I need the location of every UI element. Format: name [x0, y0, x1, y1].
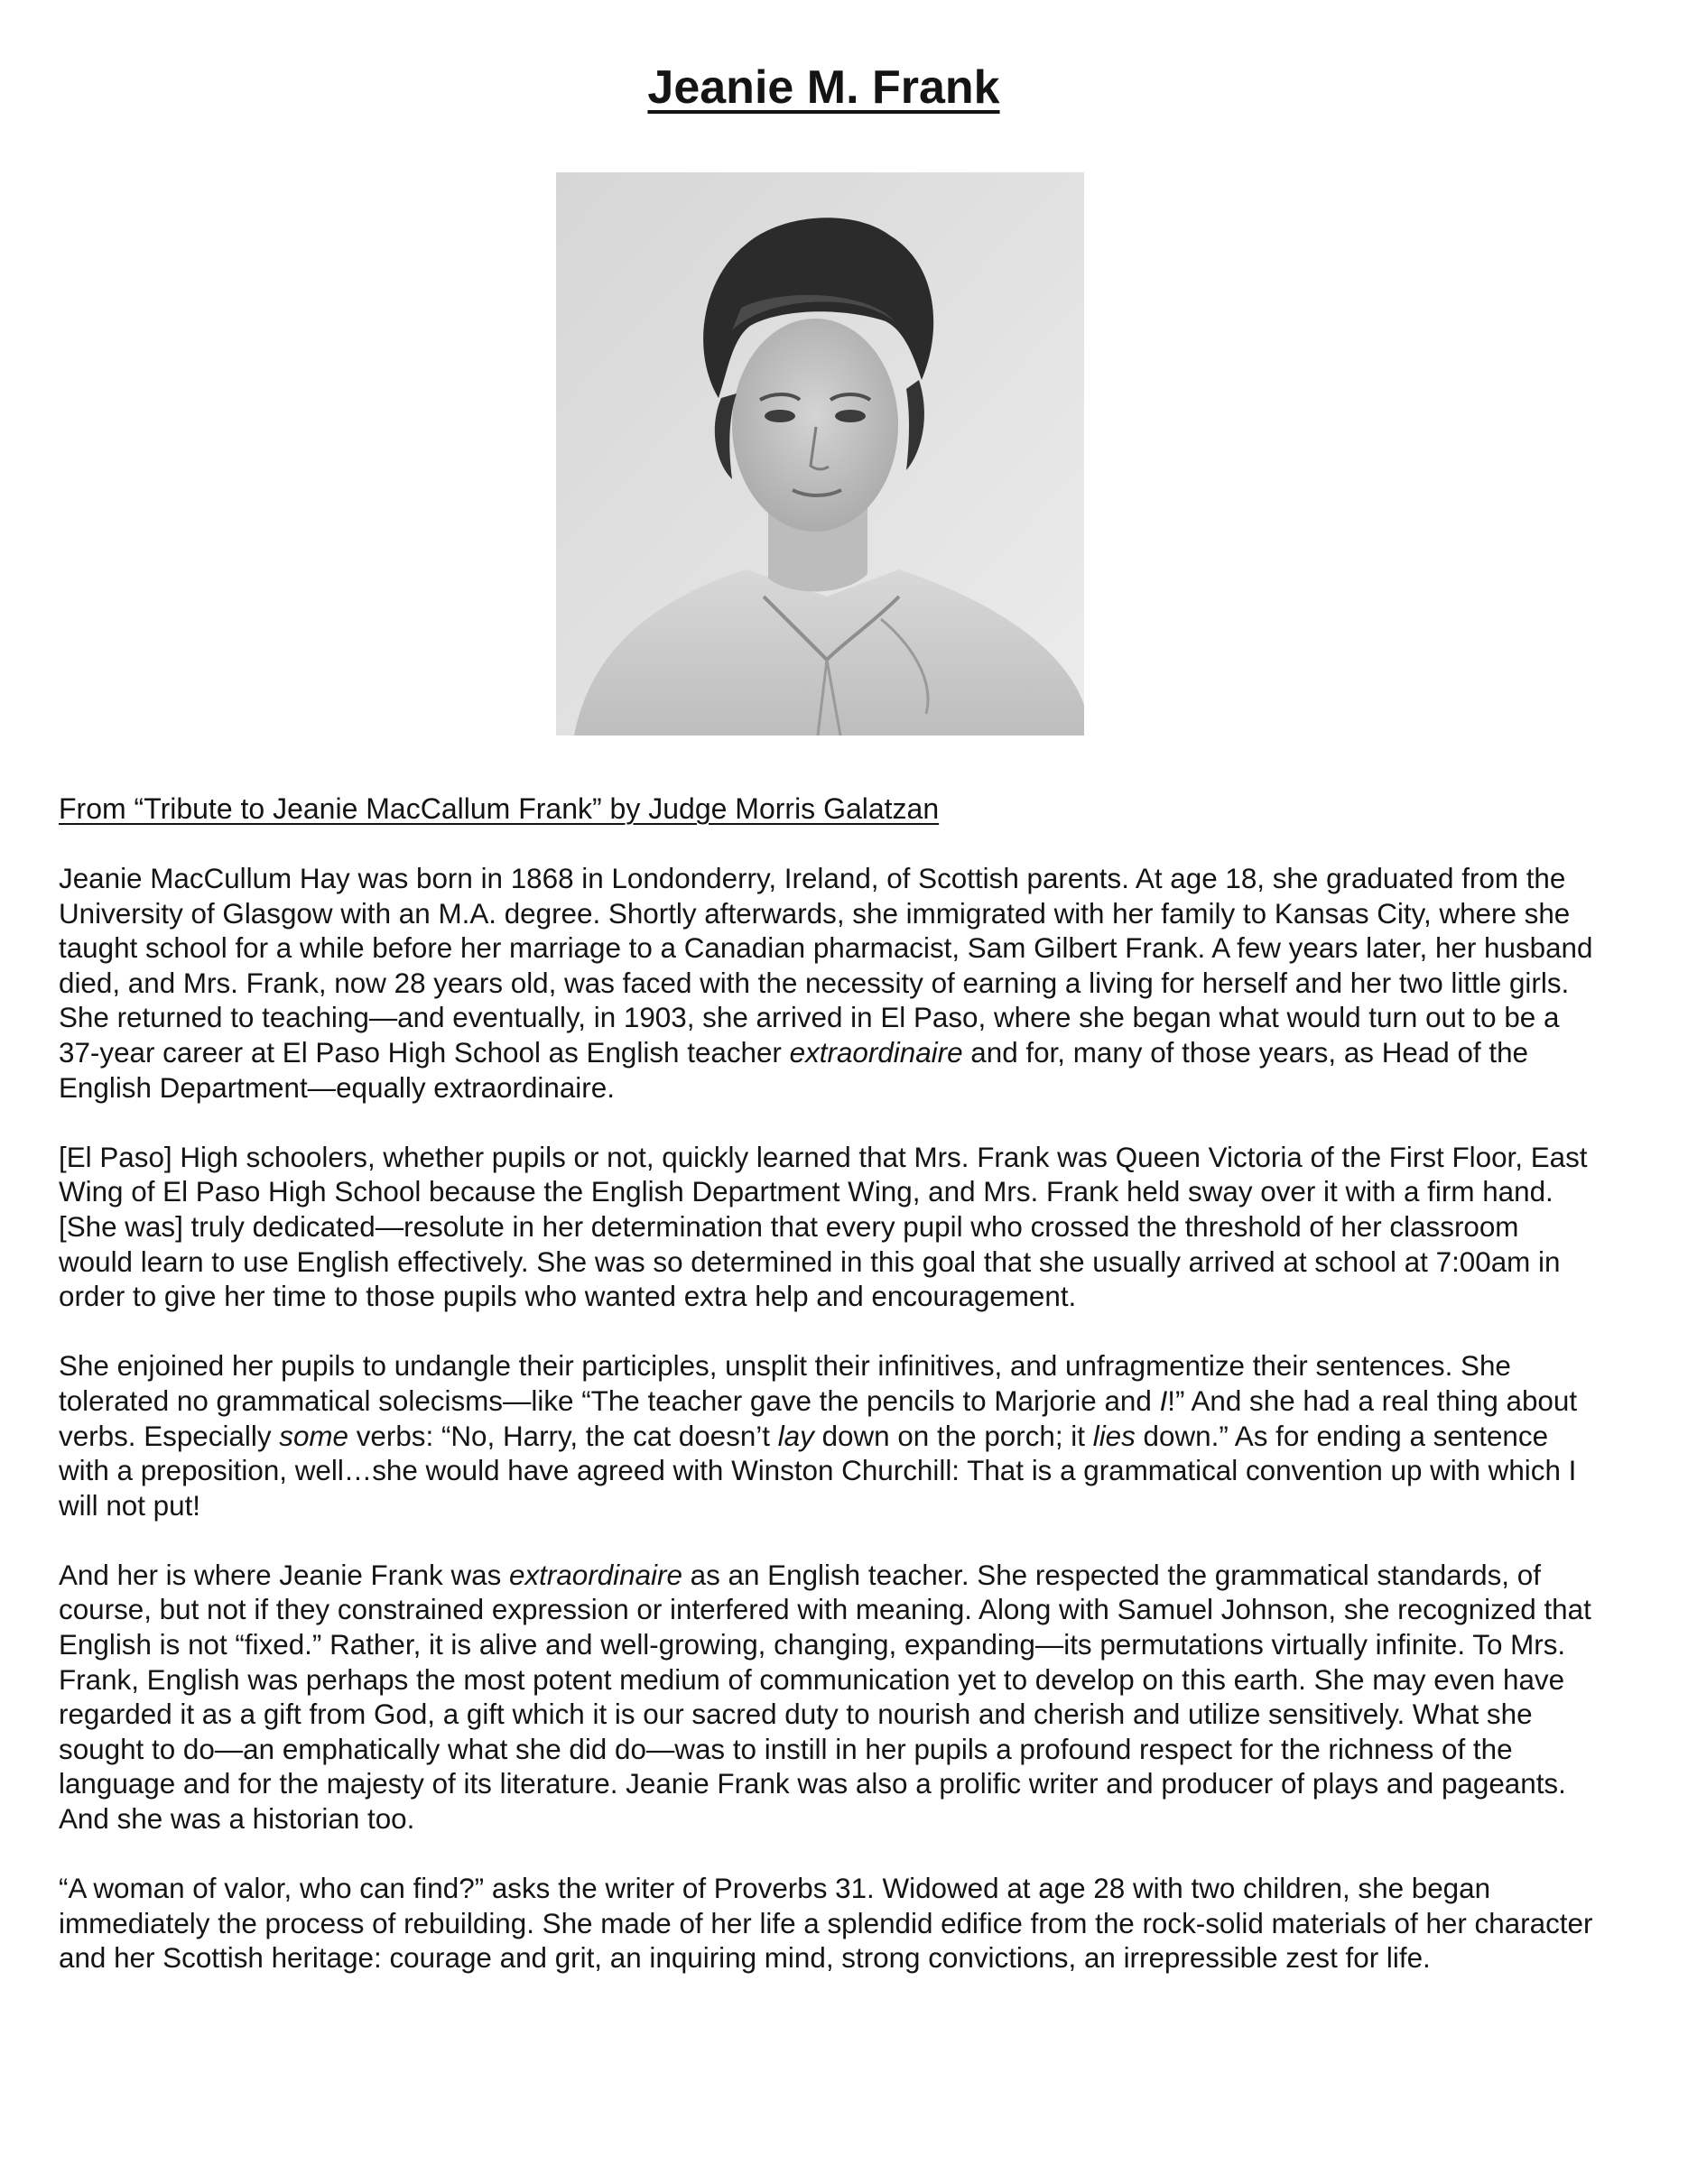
article-body — [59, 862, 1593, 2012]
paragraph-text: down.” As for ending a sentence with a preposition, well…she would have agreed with Winston Churchill: That is a grammatical convention up with which I will not put! — [59, 1420, 1577, 1522]
body-paragraph — [59, 1872, 1593, 1976]
paragraph-text: verbs: “No, Harry, the cat doesn’t — [348, 1420, 778, 1452]
emphasis-text: extraordinaire — [509, 1559, 682, 1591]
paragraph-text: Jeanie MacCullum Hay was born in 1868 in Londonderry, Ireland, of Scottish parents. At age 18, she graduated from the University of Glasgow with an M.A. degree. Shortly afterwards, she immigrated with her family to Kansas City, where she taught school for a while before her marriage to a Canadian pharmacist, Sam Gilbert Frank. A few years later, her husband died, and Mrs. Frank, now 28 years old, was faced with the necessity of earning a living for herself and her two little girls. She returned to teaching—and eventually, in 1903, she arrived in El Paso, where she began what would turn out to be a 37-year career at El Paso High School as English teacher — [59, 863, 1593, 1069]
paragraph-text: “A woman of valor, who can find?” asks the writer of Proverbs 31. Widowed at age 28 with two children, she began immediately the process of rebuilding. She made of her life a splendid edifice from the rock-solid materials of her character and her Scottish heritage: courage and grit, an inquiring mind, strong convictions, an irrepressible zest for life. — [59, 1873, 1593, 1975]
body-paragraph — [59, 1559, 1593, 1837]
portrait-photo — [556, 172, 1084, 736]
paragraph-text: [El Paso] High schoolers, whether pupils or not, quickly learned that Mrs. Frank was Queen Victoria of the First Floor, East Wing of El Paso High School because the English Department Wing, and Mrs. Frank held sway over it with a firm hand. [She was] truly dedicated—resolute in her determination that every pupil who crossed the threshold of her classroom would learn to use English effectively. She was so determined in this goal that she usually arrived at school at 7:00am in order to give her time to those pupils who wanted extra help and encouragement. — [59, 1141, 1588, 1313]
body-paragraph — [59, 1349, 1593, 1523]
body-paragraph — [59, 862, 1593, 1106]
source-citation: From “Tribute to Jeanie MacCallum Frank” by Judge Morris Galatzan — [59, 792, 940, 825]
page-title: Jeanie M. Frank — [647, 61, 1000, 114]
emphasis-text: lies — [1092, 1420, 1136, 1452]
body-paragraph — [59, 1141, 1593, 1315]
paragraph-text: !” And she had a real thing about verbs. Especially — [59, 1384, 1578, 1452]
paragraph-text: down on the porch; it — [813, 1420, 1093, 1452]
emphasis-text: I — [1159, 1384, 1168, 1417]
paragraph-text: as an English teacher. She respected the grammatical standards, of course, but not if they constrained expression or interfered with meaning. Along with Samuel Johnson, she recognized that English is not “fixed.” Rather, it is alive and well-growing, changing, expanding—its permutations virtually infinite. To Mrs. Frank, English was perhaps the most potent medium of communication yet to develop on this earth. She may even have regarded it as a gift from God, a gift which it is our sacred duty to nourish and cherish and utilize sensitively. What she sought to do—an emphatically what she did do—was to instill in her pupils a profound respect for the richness of the language and for the majesty of its literature. Jeanie Frank was also a prolific writer and producer of plays and pageants. And she was a historian too. — [59, 1559, 1591, 1836]
paragraph-text: and for, many of those years, as Head of the English Department—equally extraordinaire. — [59, 1036, 1528, 1104]
paragraph-text: She enjoined her pupils to undangle their participles, unsplit their infinitives, and unfragmentize their sentences. She tolerated no grammatical solecisms—like “The teacher gave the pencils to Marjorie and — [59, 1350, 1511, 1417]
emphasis-text: extraordinaire — [789, 1036, 963, 1069]
paragraph-text: And her is where Jeanie Frank was — [59, 1559, 510, 1591]
emphasis-text: lay — [777, 1420, 814, 1452]
emphasis-text: some — [279, 1420, 349, 1452]
